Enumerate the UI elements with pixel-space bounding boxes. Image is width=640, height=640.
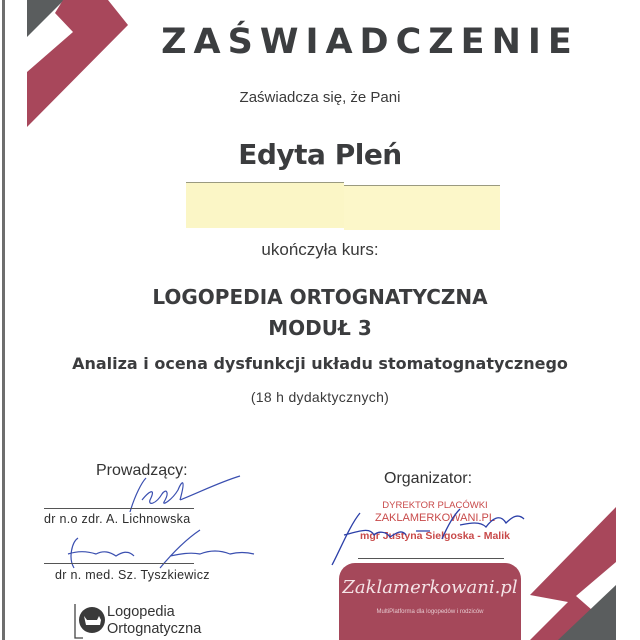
certificate-title: ZAŚWIADCZENIE xyxy=(161,22,579,62)
logo-jaw-icon xyxy=(78,606,106,634)
corner-decoration-top-left xyxy=(0,0,140,140)
instructor-2-name: dr n. med. Sz. Tyszkiewicz xyxy=(55,568,210,582)
signature-line-3 xyxy=(358,558,504,559)
logo-text-line1: Logopedia xyxy=(107,604,175,620)
signature-line-1 xyxy=(44,508,194,509)
stamp-line-1: DYREKTOR PLACÓWKI xyxy=(382,500,488,511)
intro-text: Zaświadcza się, że Pani xyxy=(239,89,401,106)
course-hours: (18 h dydaktycznych) xyxy=(250,389,390,405)
corner-decoration-bottom-right xyxy=(500,490,640,640)
course-module: MODUŁ 3 xyxy=(268,316,372,340)
brand-script: Zaklamerkowani.pl xyxy=(342,577,518,598)
instructors-label: Prowadzący: xyxy=(96,462,188,479)
signature-line-2 xyxy=(44,563,194,564)
recipient-name: Edyta Pleń xyxy=(238,138,402,171)
redaction-sticky-note xyxy=(186,181,500,228)
instructor-1-name: dr n.o zdr. A. Lichnowska xyxy=(44,512,191,526)
course-subtitle: Analiza i ocena dysfunkcji układu stomatognatycznego xyxy=(72,354,568,373)
zaklamerkowani-logo xyxy=(339,563,521,640)
brand-tagline: MultiPlatforma dla logopedów i rodziców xyxy=(376,609,484,615)
completed-label: ukończyła kurs: xyxy=(261,240,379,259)
stamp-line-3: mgr Justyna Sielgoska - Malik xyxy=(360,530,510,542)
course-title: LOGOPEDIA ORTOGNATYCZNA xyxy=(152,285,488,309)
logo-text-line2: Ortognatyczna xyxy=(107,621,202,637)
stamp-line-2: ZAKLAMERKOWANI.PL xyxy=(374,512,495,524)
organizer-label: Organizator: xyxy=(384,470,473,487)
